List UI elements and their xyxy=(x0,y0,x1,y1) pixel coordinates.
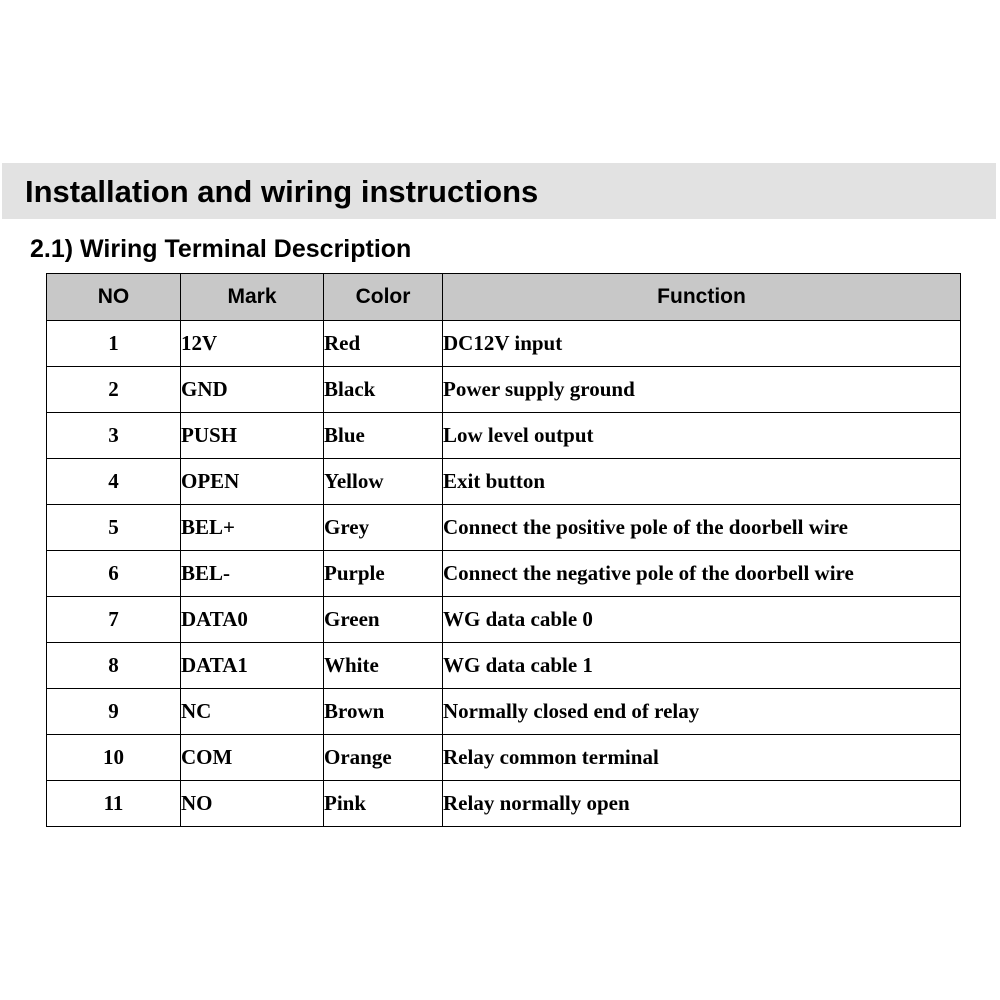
cell-color: Black xyxy=(324,367,443,413)
table-row xyxy=(47,321,961,367)
column-header-function: Function xyxy=(443,274,961,321)
cell-no: 8 xyxy=(47,643,181,689)
cell-mark: OPEN xyxy=(181,459,324,505)
cell-no: 7 xyxy=(47,597,181,643)
table-row xyxy=(47,597,961,643)
table-body xyxy=(47,321,961,827)
cell-function: WG data cable 1 xyxy=(443,643,961,689)
cell-mark: BEL- xyxy=(181,551,324,597)
cell-mark: DATA0 xyxy=(181,597,324,643)
cell-color: White xyxy=(324,643,443,689)
table-row xyxy=(47,505,961,551)
cell-function: Exit button xyxy=(443,459,961,505)
cell-mark: 12V xyxy=(181,321,324,367)
cell-mark: COM xyxy=(181,735,324,781)
section-title: 2.1) Wiring Terminal Description xyxy=(30,235,412,263)
cell-function: Power supply ground xyxy=(443,367,961,413)
cell-mark: BEL+ xyxy=(181,505,324,551)
table-header xyxy=(47,274,961,321)
cell-mark: PUSH xyxy=(181,413,324,459)
cell-function: DC12V input xyxy=(443,321,961,367)
table-row xyxy=(47,367,961,413)
cell-function: Connect the negative pole of the doorbell wire xyxy=(443,551,961,597)
table-row xyxy=(47,459,961,505)
cell-no: 6 xyxy=(47,551,181,597)
cell-color: Red xyxy=(324,321,443,367)
cell-no: 4 xyxy=(47,459,181,505)
cell-no: 10 xyxy=(47,735,181,781)
cell-no: 1 xyxy=(47,321,181,367)
cell-function: Normally closed end of relay xyxy=(443,689,961,735)
column-header-mark: Mark xyxy=(181,274,324,321)
page-title: Installation and wiring instructions xyxy=(25,174,539,209)
cell-no: 3 xyxy=(47,413,181,459)
cell-mark: GND xyxy=(181,367,324,413)
column-header-color: Color xyxy=(324,274,443,321)
cell-mark: DATA1 xyxy=(181,643,324,689)
cell-color: Orange xyxy=(324,735,443,781)
table-row xyxy=(47,781,961,827)
table-row xyxy=(47,643,961,689)
cell-no: 2 xyxy=(47,367,181,413)
cell-color: Green xyxy=(324,597,443,643)
cell-function: Relay normally open xyxy=(443,781,961,827)
cell-mark: NC xyxy=(181,689,324,735)
table-header-row xyxy=(47,274,961,321)
cell-color: Purple xyxy=(324,551,443,597)
table-row xyxy=(47,735,961,781)
cell-color: Brown xyxy=(324,689,443,735)
cell-function: Connect the positive pole of the doorbell wire xyxy=(443,505,961,551)
cell-color: Blue xyxy=(324,413,443,459)
cell-no: 11 xyxy=(47,781,181,827)
column-header-no: NO xyxy=(47,274,181,321)
cell-mark: NO xyxy=(181,781,324,827)
cell-color: Yellow xyxy=(324,459,443,505)
cell-function: Relay common terminal xyxy=(443,735,961,781)
wiring-terminal-table xyxy=(46,273,961,827)
cell-no: 5 xyxy=(47,505,181,551)
table-row xyxy=(47,413,961,459)
cell-function: WG data cable 0 xyxy=(443,597,961,643)
cell-color: Pink xyxy=(324,781,443,827)
table-row xyxy=(47,551,961,597)
cell-color: Grey xyxy=(324,505,443,551)
cell-no: 9 xyxy=(47,689,181,735)
cell-function: Low level output xyxy=(443,413,961,459)
table-row xyxy=(47,689,961,735)
